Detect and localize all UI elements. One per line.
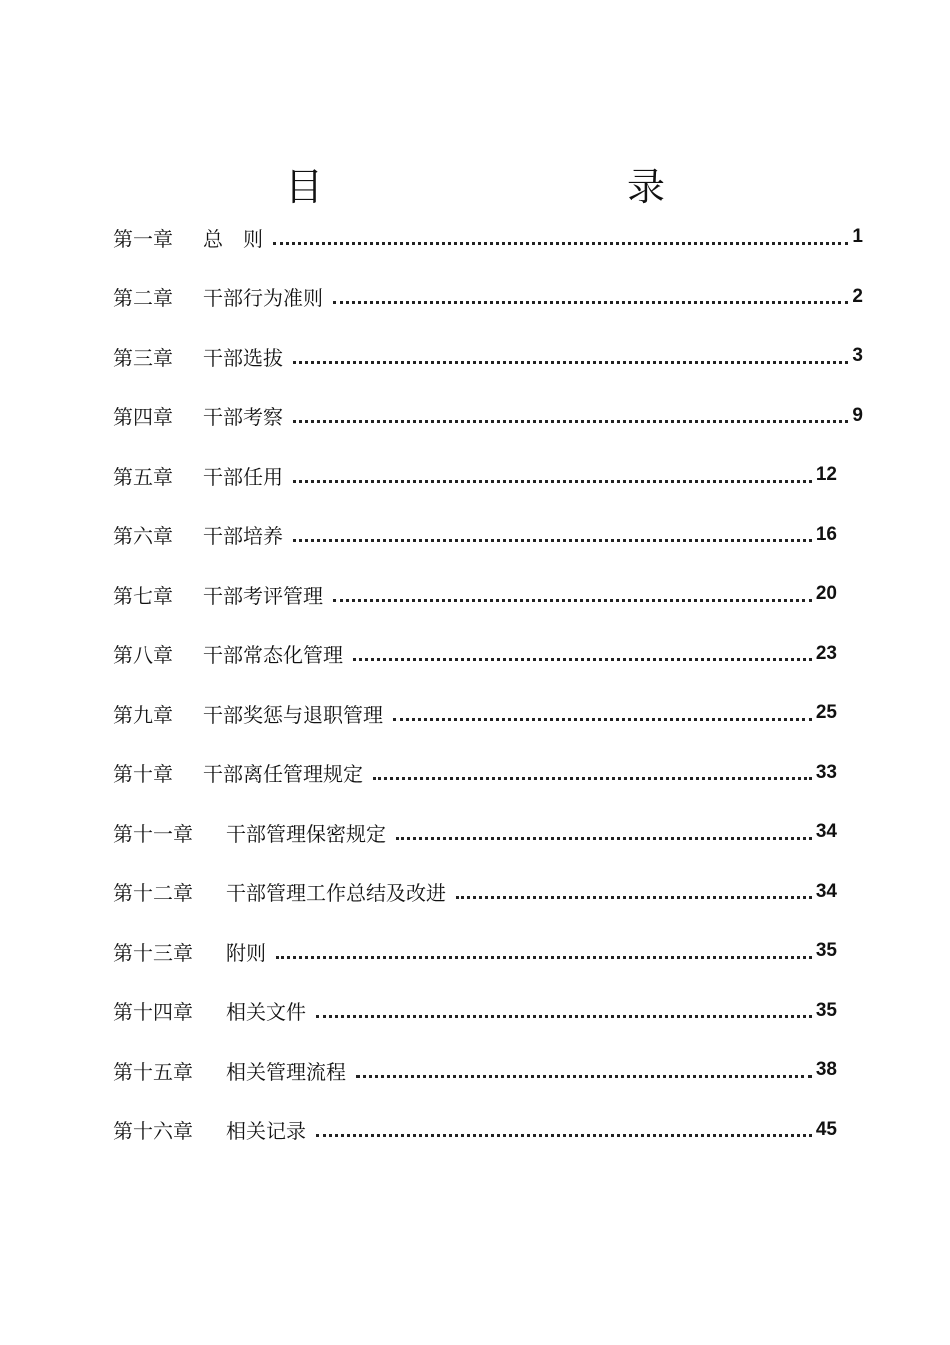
toc-chapter-number: 第十六章: [113, 1119, 193, 1143]
toc-entry[interactable]: [113, 338, 863, 374]
toc-page-number: 34: [815, 821, 837, 842]
toc-page-number: 25: [815, 702, 837, 723]
toc-chapter-title: 干部常态化管理: [203, 643, 343, 667]
toc-chapter-number: 第八章: [113, 643, 173, 667]
toc-entry[interactable]: [113, 1112, 837, 1148]
toc-page-number: 16: [815, 523, 837, 545]
toc-page-number: 45: [815, 1118, 837, 1140]
toc-page-number: 38: [815, 1059, 837, 1080]
toc-chapter-title: 干部培养: [203, 524, 283, 548]
toc-chapter-title: 干部选拔: [203, 345, 283, 370]
toc-dot-leader: [276, 956, 812, 959]
toc-chapter-title: 总 则: [203, 226, 263, 251]
toc-chapter-number: 第一章: [113, 226, 173, 251]
toc-entry[interactable]: [113, 457, 837, 493]
toc-entry[interactable]: [113, 814, 837, 850]
toc-chapter-number: 第三章: [113, 345, 173, 370]
toc-dot-leader: [393, 718, 812, 721]
toc-page-number: 3: [852, 345, 863, 366]
toc-dot-leader: [353, 658, 812, 661]
toc-dot-leader: [293, 539, 812, 542]
toc-dot-leader: [356, 1075, 812, 1078]
toc-dot-leader: [293, 480, 812, 483]
toc-chapter-number: 第九章: [113, 702, 173, 727]
toc-entry[interactable]: [113, 398, 863, 434]
toc-page-number: 20: [815, 583, 837, 604]
toc-chapter-title: 干部离任管理规定: [203, 762, 363, 786]
toc-chapter-title: 干部考察: [203, 405, 283, 429]
toc-dot-leader: [293, 361, 848, 364]
toc-chapter-title: 干部考评管理: [203, 583, 323, 608]
toc-chapter-number: 第五章: [113, 464, 173, 489]
toc-chapter-number: 第十章: [113, 762, 173, 786]
toc-page-number: 12: [815, 464, 837, 485]
page-title: 目 录: [284, 165, 741, 209]
toc-chapter-title: 干部任用: [203, 464, 283, 489]
toc-entry[interactable]: [113, 1052, 837, 1088]
toc-chapter-title: 干部管理工作总结及改进: [226, 881, 446, 905]
toc-chapter-number: 第十二章: [113, 881, 193, 905]
toc-chapter-title: 干部管理保密规定: [226, 821, 386, 846]
toc-page-number: 35: [815, 999, 837, 1021]
toc-page-number: 33: [815, 761, 837, 783]
toc-page-number: 1: [852, 226, 863, 247]
toc-dot-leader: [316, 1134, 812, 1137]
toc-chapter-number: 第十四章: [113, 1000, 193, 1024]
toc-chapter-number: 第二章: [113, 286, 173, 310]
toc-dot-leader: [293, 420, 848, 423]
toc-chapter-number: 第十五章: [113, 1059, 193, 1084]
toc-page-number: 34: [815, 880, 837, 902]
toc-dot-leader: [396, 837, 812, 840]
toc-chapter-title: 干部行为准则: [203, 286, 323, 310]
toc-dot-leader: [273, 242, 848, 245]
toc-chapter-title: 相关文件: [226, 1000, 306, 1024]
toc-entry[interactable]: [113, 993, 837, 1029]
toc-entry[interactable]: [113, 219, 863, 255]
toc-chapter-title: 相关记录: [226, 1119, 306, 1143]
toc-chapter-title: 相关管理流程: [226, 1059, 346, 1084]
toc-dot-leader: [373, 777, 812, 780]
toc-chapter-number: 第十三章: [113, 940, 193, 965]
toc-chapter-title: 附则: [226, 940, 266, 965]
toc-page-number: 35: [815, 940, 837, 961]
toc-entry[interactable]: [113, 695, 837, 731]
toc-chapter-title: 干部奖惩与退职管理: [203, 702, 383, 727]
toc-entry[interactable]: [113, 517, 837, 553]
toc-entry[interactable]: [113, 755, 837, 791]
toc-chapter-number: 第四章: [113, 405, 173, 429]
toc-entry[interactable]: [113, 636, 837, 672]
toc-page-number: 23: [815, 642, 837, 664]
toc-chapter-number: 第七章: [113, 583, 173, 608]
toc-chapter-number: 第十一章: [113, 821, 193, 846]
toc-entry[interactable]: [113, 576, 837, 612]
toc-dot-leader: [333, 599, 812, 602]
toc-dot-leader: [333, 301, 848, 304]
toc-dot-leader: [456, 896, 812, 899]
toc-dot-leader: [316, 1015, 812, 1018]
toc-entry[interactable]: [113, 279, 863, 315]
toc-entry[interactable]: [113, 933, 837, 969]
toc-page-number: 9: [852, 404, 863, 426]
toc-page-number: 2: [852, 285, 863, 307]
toc-entry[interactable]: [113, 874, 837, 910]
toc-chapter-number: 第六章: [113, 524, 173, 548]
